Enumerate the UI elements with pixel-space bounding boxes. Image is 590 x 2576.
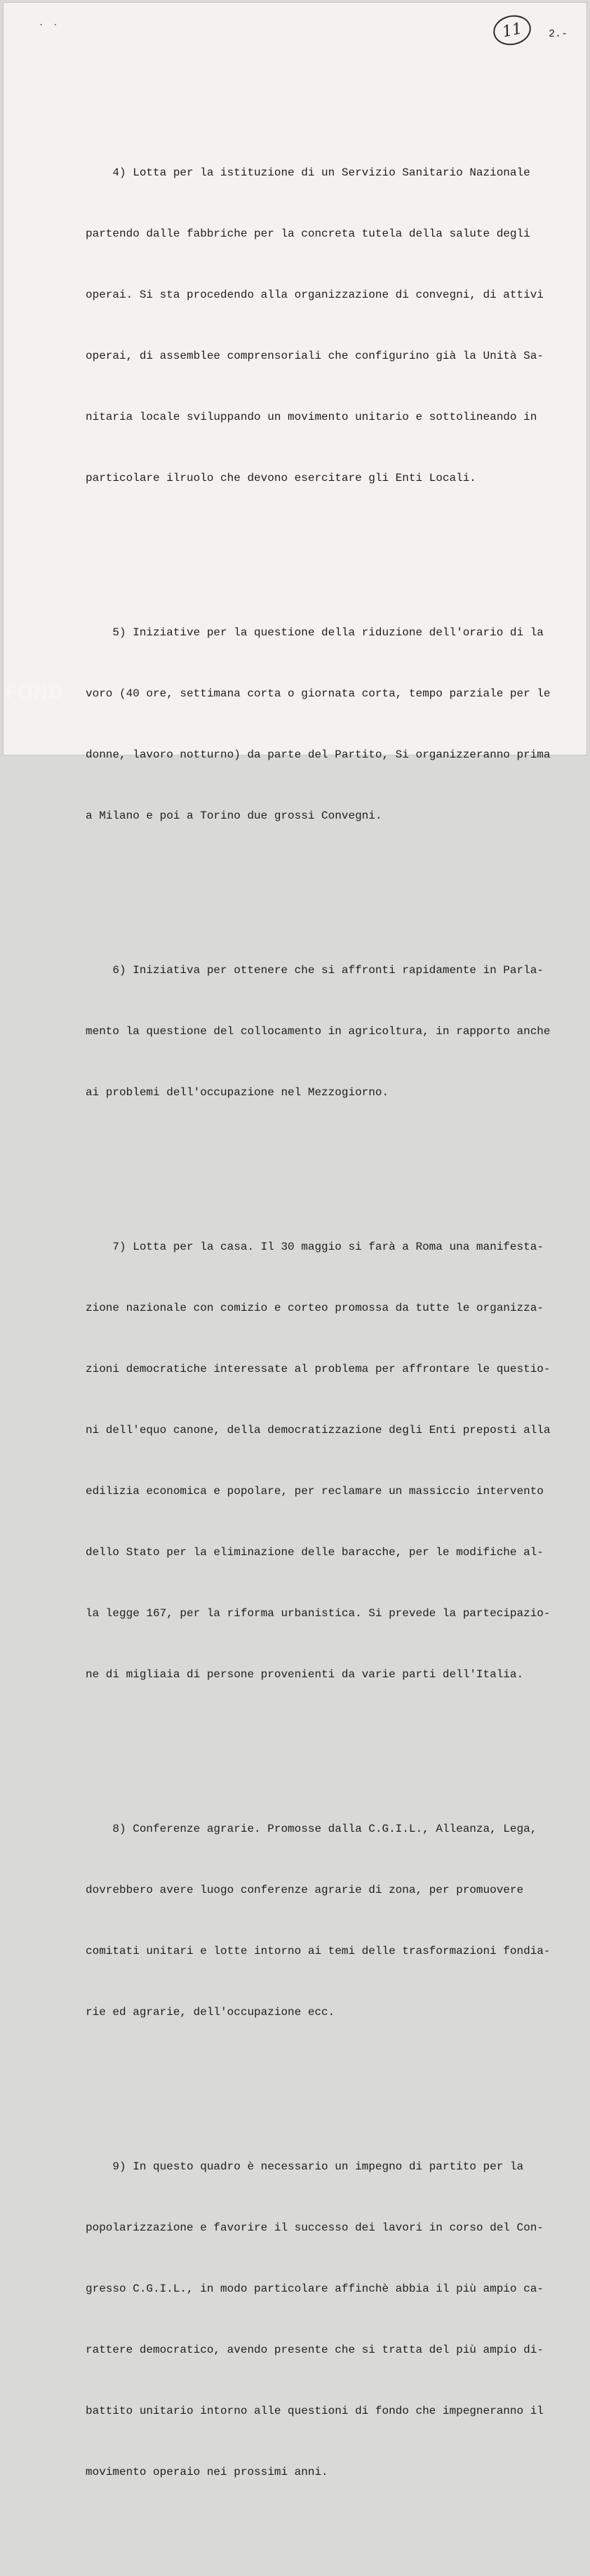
text-line: donne, lavoro notturno) da parte del Partito, Si organizzeranno prima — [86, 748, 551, 761]
stamp-number: 11 — [500, 19, 524, 41]
text-line: partendo dalle fabbriche per la concreta tutela della salute degli — [86, 227, 530, 240]
text-line: ai problemi dell'occupazione nel Mezzogiorno. — [86, 1086, 389, 1099]
text-line: a Milano e poi a Torino due grossi Convegni. — [86, 810, 382, 822]
text-line: battito unitario intorno alle questioni di fondo che impegneranno il — [86, 2405, 544, 2417]
text-line: edilizia economica e popolare, per reclamare un massiccio intervento — [86, 1485, 544, 1498]
text-line: nitaria locale sviluppando un movimento unitario e sottolineando in — [86, 411, 537, 423]
paragraph-9 — [86, 2116, 563, 2523]
archive-watermark: FOND — [5, 682, 64, 704]
text-line: mento la questione del collocamento in agricoltura, in rapporto anche — [86, 1025, 551, 1038]
document-body — [86, 81, 563, 2576]
paragraph-6 — [86, 920, 563, 1144]
text-line: 7) Lotta per la casa. Il 30 maggio si farà a Roma una manifesta- — [86, 1241, 544, 1253]
header-marks: . . — [39, 18, 60, 28]
text-line: dovrebbero avere luogo conferenze agrarie di zona, per promuovere — [86, 1884, 524, 1896]
text-line: zione nazionale con comizio e corteo promossa da tutte le organizza- — [86, 1302, 544, 1314]
text-line: la legge 167, per la riforma urbanistica. Si prevede la partecipazio- — [86, 1607, 551, 1620]
text-line: rattere democratico, avendo presente che si tratta del più ampio di- — [86, 2344, 544, 2356]
page-stamp — [490, 12, 534, 48]
text-line: operai, di assemblee comprensoriali che configurino già la Unità Sa- — [86, 350, 544, 362]
text-line: 6) Iniziativa per ottenere che si affronti rapidamente in Parla- — [86, 964, 544, 977]
text-line: popolarizzazione e favorire il successo dei lavori in corso del Con- — [86, 2221, 544, 2234]
text-line: comitati unitari e lotte intorno ai temi delle trasformazioni fondia- — [86, 1945, 551, 1957]
paragraph-5 — [86, 582, 563, 867]
document-page — [3, 2, 587, 2478]
paragraph-8 — [86, 1778, 563, 2063]
text-line: ne di migliaia di persone provenienti da varie parti dell'Italia. — [86, 1668, 524, 1681]
text-line: 4) Lotta per la istituzione di un Servizio Sanitario Nazionale — [86, 166, 530, 179]
text-line: 8) Conferenze agrarie. Promosse dalla C.G.I.L., Alleanza, Lega, — [86, 1823, 537, 1835]
paragraph-4 — [86, 122, 563, 529]
text-line: 9) In questo quadro è necessario un impegno di partito per la — [86, 2160, 524, 2173]
paragraph-7 — [86, 1196, 563, 1726]
text-line: ni dell'equo canone, della democratizzazione degli Enti preposti alla — [86, 1424, 551, 1436]
text-line: movimento operaio nei prossimi anni. — [86, 2466, 328, 2478]
text-line: dello Stato per la eliminazione delle baracche, per le modifiche al- — [86, 1546, 544, 1559]
text-line: gresso C.G.I.L., in modo particolare affinchè abbia il più ampio ca- — [86, 2283, 544, 2295]
text-line: zioni democratiche interessate al problema per affrontare le questio- — [86, 1363, 551, 1375]
text-line: voro (40 ore, settimana corta o giornata corta, tempo parziale per le — [86, 687, 551, 700]
text-line: rie ed agrarie, dell'occupazione ecc. — [86, 2006, 335, 2019]
text-line: 5) Iniziative per la questione della riduzione dell'orario di la — [86, 626, 544, 639]
page-number: 2.- — [549, 28, 568, 40]
text-line: operai. Si sta procedendo alla organizzazione di convegni, di attivi — [86, 289, 544, 301]
text-line: particolare ilruolo che devono esercitare gli Enti Locali. — [86, 472, 476, 484]
